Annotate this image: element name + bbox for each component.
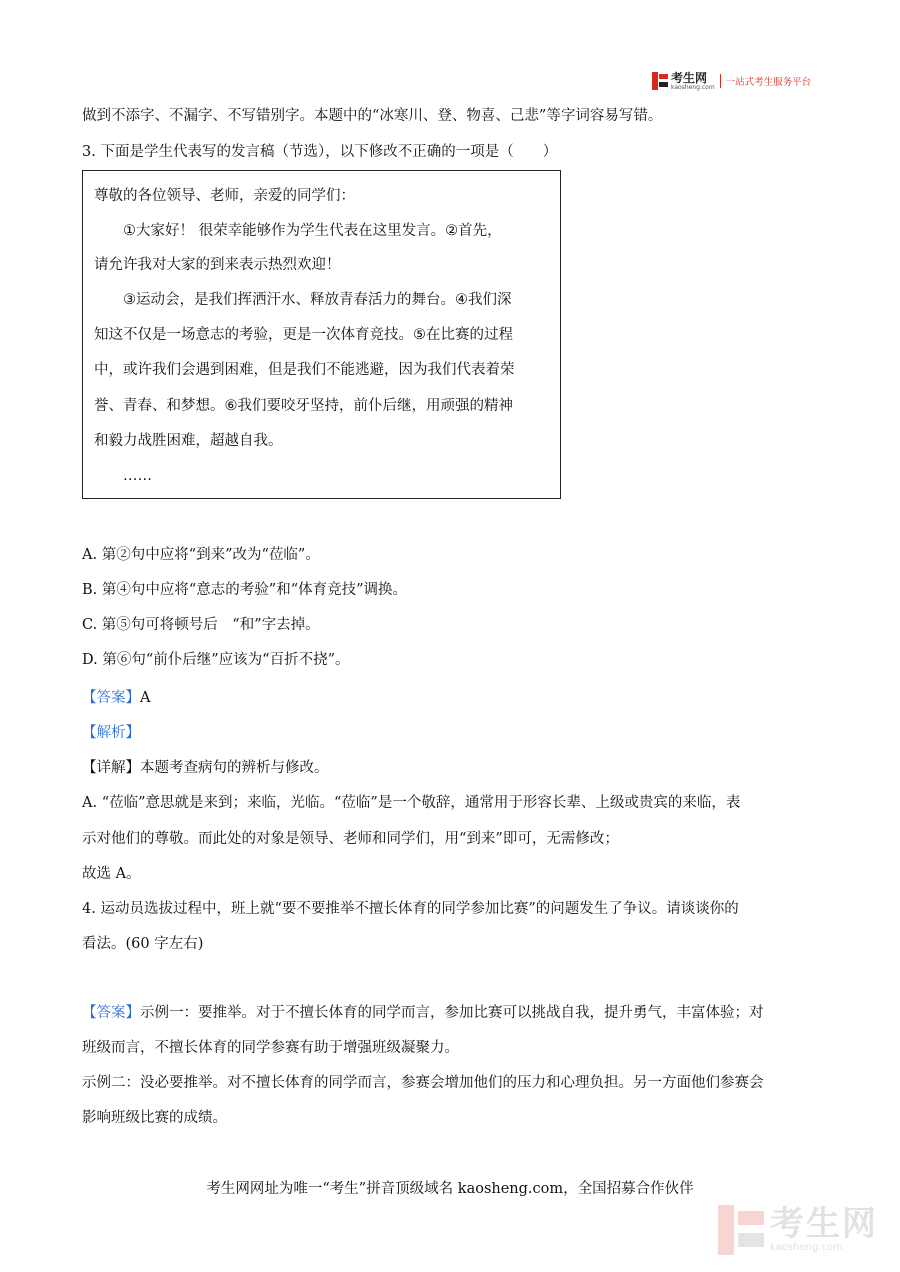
analysis-tag: 【解析】 <box>82 725 140 741</box>
speech-ellipsis: …… <box>94 468 152 484</box>
watermark-domain: kaosheng.com <box>770 1242 843 1253</box>
answer-value: A <box>140 690 151 706</box>
option-a: A. 第②句中应将“到来”改为“莅临”。 <box>82 547 320 563</box>
explain-line: 示对他们的尊敬。而此处的对象是领导、老师和同学们，用“到来”即可，无需修改； <box>82 831 619 847</box>
explain-line: A. “莅临”意思就是来到；来临，光临。“莅临”是一个敬辞，通常用于形容长辈、上级或贵宾的来临，表 <box>82 795 741 811</box>
speech-line: 和毅力战胜困难，超越自我。 <box>94 433 283 449</box>
footer-text: 考生网网址为唯一“考生”拼音顶级域名 kaosheng.com，全国招募合作伙伴 <box>206 1181 694 1197</box>
kaosheng-logo-icon <box>652 72 668 90</box>
speech-line: 知这不仅是一场意志的考验，更是一次体育竞技。⑤在比赛的过程 <box>94 327 513 343</box>
q3-answer <box>82 688 150 708</box>
speech-line: ③运动会，是我们挥洒汗水、释放青春活力的舞台。④我们深 <box>94 292 512 308</box>
option-b: B. 第④句中应将“意志的考验”和“体育竞技”调换。 <box>82 582 408 598</box>
q4-answer-line: 班级而言，不擅长体育的同学参赛有助于增强班级凝聚力。 <box>82 1040 459 1056</box>
answer-tag: 【答案】 <box>82 1005 140 1021</box>
q3-stem: 3. 下面是学生代表写的发言稿（节选），以下修改不正确的一项是（ ） <box>82 144 558 160</box>
kaosheng-watermark-icon <box>718 1205 764 1255</box>
speech-line: 请允许我对大家的到来表示热烈欢迎！ <box>94 257 341 273</box>
speech-line: 中，或许我们会遇到困难，但是我们不能逃避，因为我们代表着荣 <box>94 362 515 378</box>
speech-line: 尊敬的各位领导、老师，亲爱的同学们： <box>94 188 355 204</box>
option-c: C. 第⑤句可将顿号后 “和”字去掉。 <box>82 617 320 633</box>
answer-tag: 【答案】 <box>82 690 140 706</box>
watermark-name: 考生网 <box>770 1204 878 1244</box>
detail-text: 本题考查病句的辨析与修改。 <box>140 760 329 776</box>
q4-answer-line: 示例二：没必要推举。对不擅长体育的同学而言，参赛会增加他们的压力和心理负担。另一方面他们参赛会 <box>82 1075 764 1091</box>
q4-answer-line <box>82 1003 764 1023</box>
intro-line: 做到不添字、不漏字、不写错别字。本题中的“冰寒川、登、物喜、己悲”等字词容易写错。 <box>82 108 663 124</box>
speech-line: 誉、青春、和梦想。⑥我们要咬牙坚持，前仆后继，用顽强的精神 <box>94 398 513 414</box>
detail-tag: 【详解】 <box>82 760 140 776</box>
logo-slogan: 一站式考生服务平台 <box>725 77 812 88</box>
watermark <box>718 1202 878 1258</box>
logo-name: 考生网 <box>671 70 708 85</box>
logo-divider <box>720 74 721 88</box>
q4-stem-line: 4. 运动员选拔过程中，班上就“要不要推举不擅长体育的同学参加比赛”的问题发生了争议。请谈谈你的 <box>82 901 739 917</box>
speech-line: ①大家好！ 很荣幸能够作为学生代表在这里发言。②首先， <box>94 223 502 239</box>
q3-detail <box>82 758 329 778</box>
answer-text: 示例一：要推举。对于不擅长体育的同学而言，参加比赛可以挑战自我，提升勇气，丰富体验；对 <box>140 1005 764 1021</box>
header-logo <box>652 70 811 92</box>
q4-stem-line: 看法。(60 字左右) <box>82 936 204 952</box>
q4-answer-line: 影响班级比赛的成绩。 <box>82 1110 227 1126</box>
option-d: D. 第⑥句“前仆后继”应该为“百折不挠”。 <box>82 652 350 668</box>
logo-domain: kaosheng.com <box>671 83 715 91</box>
explain-line: 故选 A。 <box>82 866 141 882</box>
